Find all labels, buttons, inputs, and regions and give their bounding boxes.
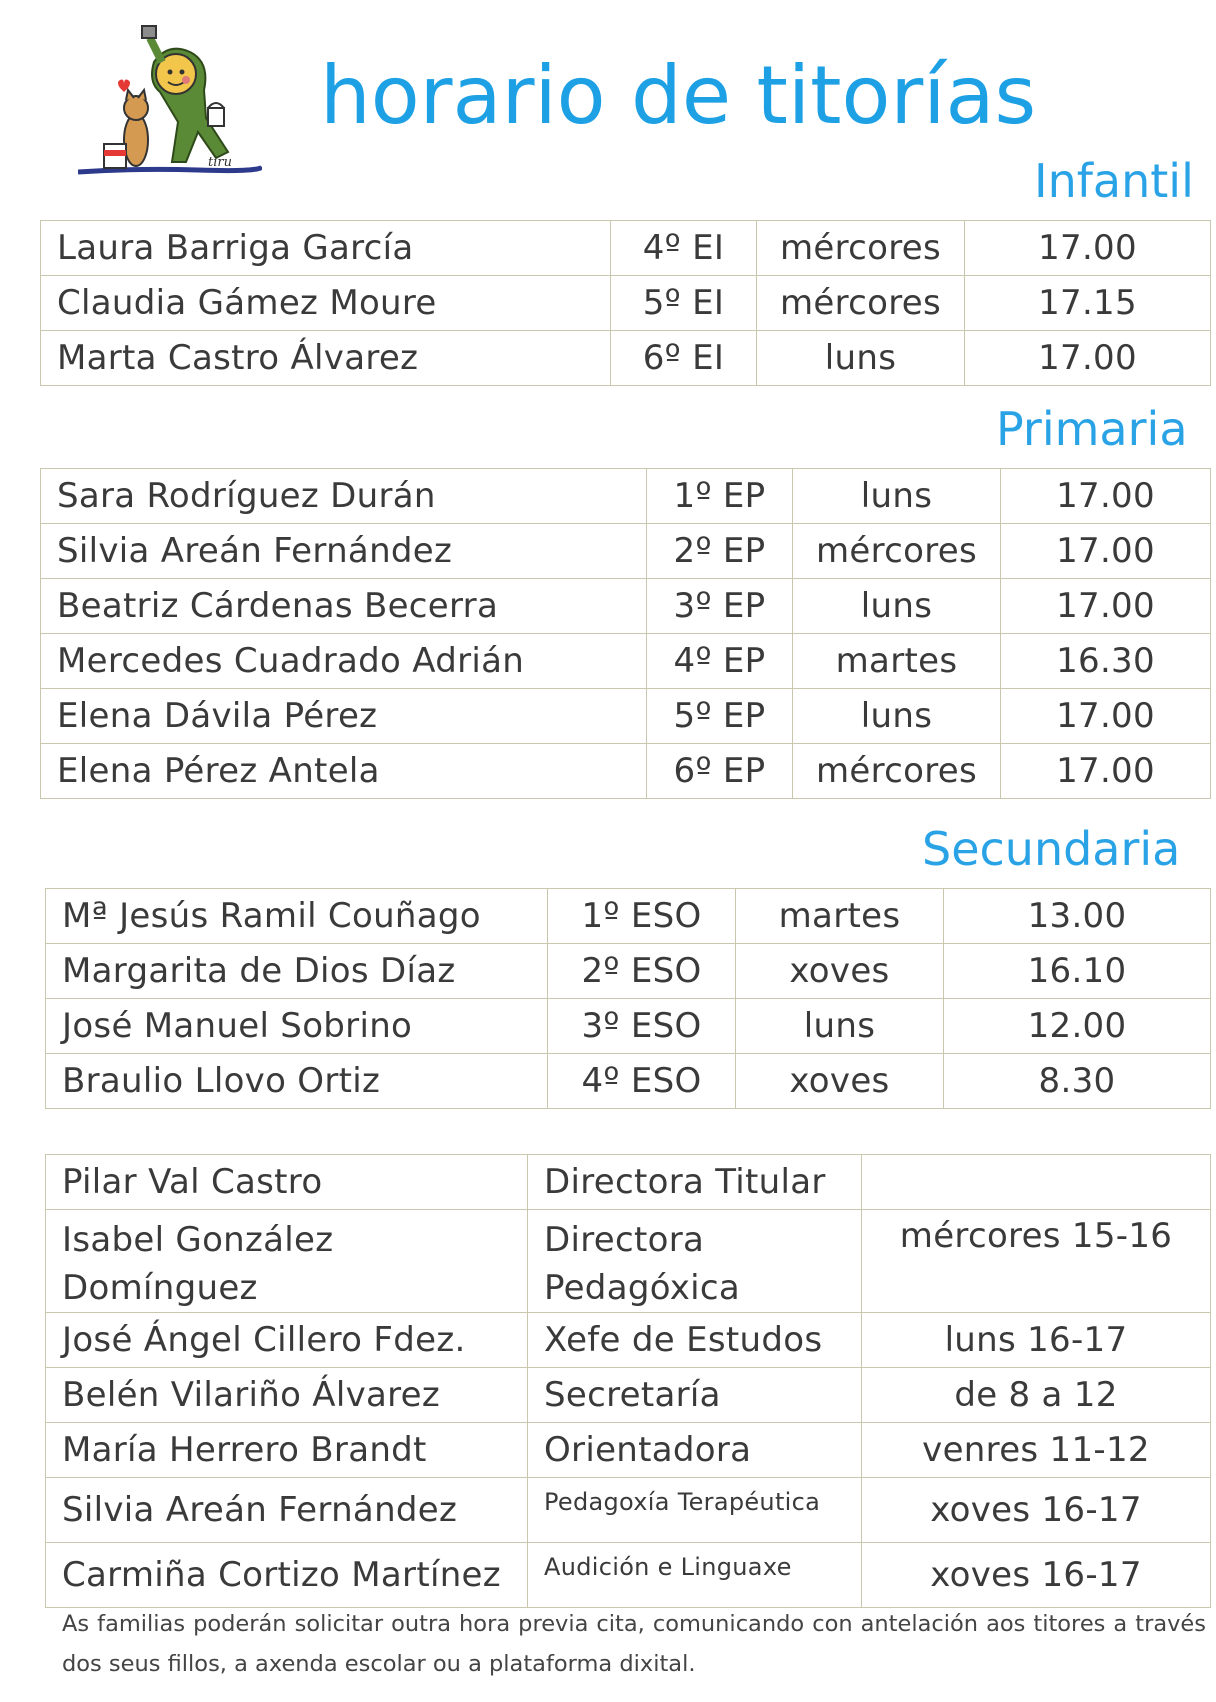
table-row <box>46 1210 1211 1313</box>
tutor-name: Marta Castro Álvarez <box>41 331 611 386</box>
class-group: 5º EP <box>647 689 793 744</box>
time: 13.00 <box>944 889 1211 944</box>
weekday: mércores <box>757 276 965 331</box>
table-row <box>41 221 1211 276</box>
time: 16.10 <box>944 944 1211 999</box>
footer-note: As familias poderán solicitar outra hora previa cita, comunicando con antelación aos titores a través dos seus fillos, a axenda escolar ou a plataforma dixital. <box>62 1611 1206 1677</box>
tutor-name: Elena Dávila Pérez <box>41 689 647 744</box>
class-group: 6º EP <box>647 744 793 799</box>
tutor-name: Claudia Gámez Moure <box>41 276 611 331</box>
svg-text:tiru: tiru <box>208 155 232 170</box>
page-title: horario de titorías <box>320 49 1037 142</box>
table-row <box>41 331 1211 386</box>
primaria-table <box>40 468 1211 799</box>
weekday: mércores <box>793 744 1001 799</box>
tutor-name: Braulio Llovo Ortiz <box>46 1054 548 1109</box>
weekday: luns <box>757 331 965 386</box>
staff-name: Isabel González Domínguez <box>46 1210 528 1313</box>
table-row <box>46 1313 1211 1368</box>
tutor-name: Mª Jesús Ramil Couñago <box>46 889 548 944</box>
weekday: mércores <box>757 221 965 276</box>
tutor-name: Mercedes Cuadrado Adrián <box>41 634 647 689</box>
class-group: 4º ESO <box>548 1054 736 1109</box>
table-row <box>46 1543 1211 1608</box>
tutor-name: Margarita de Dios Díaz <box>46 944 548 999</box>
staff-role: Xefe de Estudos <box>528 1313 862 1368</box>
class-group: 6º EI <box>611 331 757 386</box>
tutor-name: Sara Rodríguez Durán <box>41 469 647 524</box>
class-group: 3º ESO <box>548 999 736 1054</box>
staff-role: Secretaría <box>528 1368 862 1423</box>
tutor-name: José Manuel Sobrino <box>46 999 548 1054</box>
weekday: mércores <box>793 524 1001 579</box>
staff-name: Belén Vilariño Álvarez <box>46 1368 528 1423</box>
table-row <box>46 1054 1211 1109</box>
staff-table <box>45 1154 1211 1608</box>
class-group: 1º EP <box>647 469 793 524</box>
staff-name: Carmiña Cortizo Martínez <box>46 1543 528 1608</box>
weekday: xoves <box>736 944 944 999</box>
table-row <box>46 889 1211 944</box>
staff-name: Pilar Val Castro <box>46 1155 528 1210</box>
table-row <box>41 524 1211 579</box>
class-group: 3º EP <box>647 579 793 634</box>
staff-role: Directora Titular <box>528 1155 862 1210</box>
school-logo <box>78 22 262 182</box>
table-row <box>46 1155 1211 1210</box>
time: 16.30 <box>1001 634 1211 689</box>
time: 17.00 <box>965 331 1211 386</box>
table-row <box>41 634 1211 689</box>
weekday: luns <box>793 579 1001 634</box>
time: 17.00 <box>1001 689 1211 744</box>
office-hours: xoves 16-17 <box>862 1543 1211 1608</box>
tutor-name: Elena Pérez Antela <box>41 744 647 799</box>
time: 17.00 <box>1001 579 1211 634</box>
table-row <box>46 1478 1211 1543</box>
table-row <box>46 944 1211 999</box>
section-heading-infantil: Infantil <box>1034 154 1194 208</box>
table-row <box>41 689 1211 744</box>
weekday: luns <box>793 689 1001 744</box>
table-row <box>41 744 1211 799</box>
table-row <box>41 469 1211 524</box>
time: 17.00 <box>1001 524 1211 579</box>
staff-role: Orientadora <box>528 1423 862 1478</box>
weekday: martes <box>736 889 944 944</box>
class-group: 1º ESO <box>548 889 736 944</box>
time: 17.00 <box>965 221 1211 276</box>
tutor-name: Silvia Areán Fernández <box>41 524 647 579</box>
time: 17.00 <box>1001 744 1211 799</box>
tutor-name: Beatriz Cárdenas Becerra <box>41 579 647 634</box>
office-hours: mércores 15-16 <box>862 1210 1211 1313</box>
staff-role: Directora Pedagóxica <box>528 1210 862 1313</box>
class-group: 5º EI <box>611 276 757 331</box>
time: 17.15 <box>965 276 1211 331</box>
office-hours: de 8 a 12 <box>862 1368 1211 1423</box>
weekday: martes <box>793 634 1001 689</box>
weekday: luns <box>736 999 944 1054</box>
tutor-name: Laura Barriga García <box>41 221 611 276</box>
office-hours: venres 11-12 <box>862 1423 1211 1478</box>
table-row <box>46 1368 1211 1423</box>
section-heading-secundaria: Secundaria <box>922 822 1181 876</box>
staff-name: María Herrero Brandt <box>46 1423 528 1478</box>
class-group: 4º EP <box>647 634 793 689</box>
staff-role: Audición e Linguaxe <box>528 1543 862 1608</box>
office-hours: xoves 16-17 <box>862 1478 1211 1543</box>
table-row <box>46 1423 1211 1478</box>
class-group: 2º ESO <box>548 944 736 999</box>
time: 17.00 <box>1001 469 1211 524</box>
table-row <box>46 999 1211 1054</box>
staff-name: Silvia Areán Fernández <box>46 1478 528 1543</box>
time: 8.30 <box>944 1054 1211 1109</box>
table-row <box>41 579 1211 634</box>
class-group: 4º EI <box>611 221 757 276</box>
secundaria-table <box>45 888 1211 1109</box>
class-group: 2º EP <box>647 524 793 579</box>
infantil-table <box>40 220 1211 386</box>
table-row <box>41 276 1211 331</box>
staff-name: José Ángel Cillero Fdez. <box>46 1313 528 1368</box>
time: 12.00 <box>944 999 1211 1054</box>
office-hours <box>862 1155 1211 1210</box>
office-hours: luns 16-17 <box>862 1313 1211 1368</box>
section-heading-primaria: Primaria <box>996 402 1188 456</box>
weekday: luns <box>793 469 1001 524</box>
weekday: xoves <box>736 1054 944 1109</box>
staff-role: Pedagoxía Terapéutica <box>528 1478 862 1543</box>
